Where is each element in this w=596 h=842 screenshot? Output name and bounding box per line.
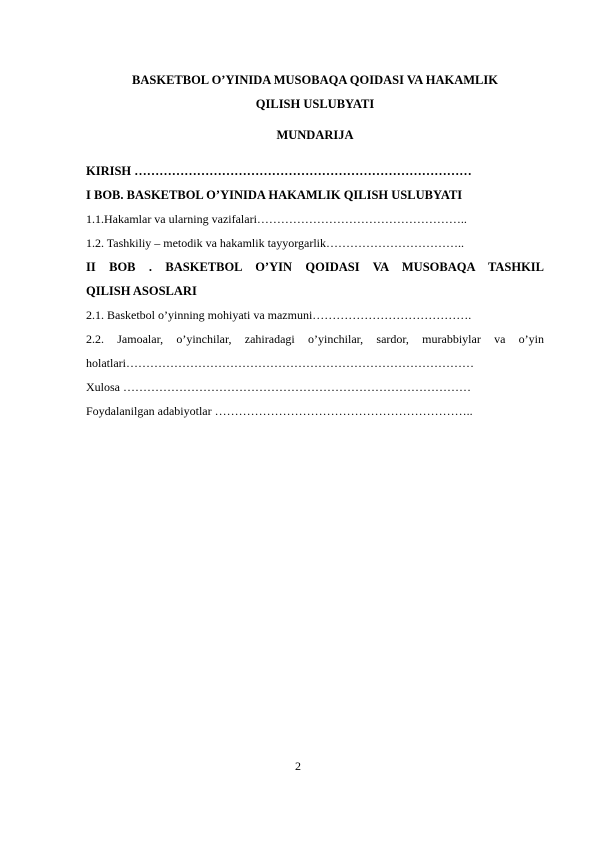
table-of-contents (86, 159, 544, 423)
toc-entry-2-2: 2.2. Jamoalar, o’yinchilar, zahiradagi o’yinchilar, sardor, murabbiylar va o’yin (86, 332, 544, 346)
page-number: 2 (295, 759, 301, 773)
toc-entry-kirish: KIRISH ……………………………………………………………………… (86, 164, 472, 178)
toc-entry-chapter-1: I BOB. BASKETBOL O’YINIDA HAKAMLIK QILISH USLUBYATI (86, 188, 463, 202)
toc-entry-adabiyotlar: Foydalanilgan adabiyotlar ……………………………………………………….. (86, 404, 473, 418)
toc-entry-chapter-2: II BOB . BASKETBOL O’YIN QOIDASI VA MUSOBAQA TASHKIL (86, 260, 544, 274)
title-line-1: BASKETBOL O’YINIDA MUSOBAQA QOIDASI VA HAKAMLIK (132, 73, 498, 87)
toc-entry-2-1: 2.1. Basketbol o’yinning mohiyati va mazmuni…………………………………. (86, 308, 472, 322)
toc-entry-1-1: 1.1.Hakamlar va ularning vazifalari…………………………………………….. (86, 212, 467, 226)
toc-entry-chapter-2-cont: QILISH ASOSLARI (86, 284, 197, 298)
toc-heading: MUNDARIJA (276, 128, 354, 142)
toc-entry-1-2: 1.2. Tashkiliy – metodik va hakamlik tayyorgarlik…………………………….. (86, 236, 465, 250)
toc-entry-2-2-cont: holatlari…………………………………………………………………………… (86, 356, 474, 370)
toc-entry-xulosa: Xulosa …………………………………………………………………………… (86, 380, 471, 394)
document-title (86, 68, 544, 116)
title-line-2: QILISH USLUBYATI (255, 97, 375, 111)
